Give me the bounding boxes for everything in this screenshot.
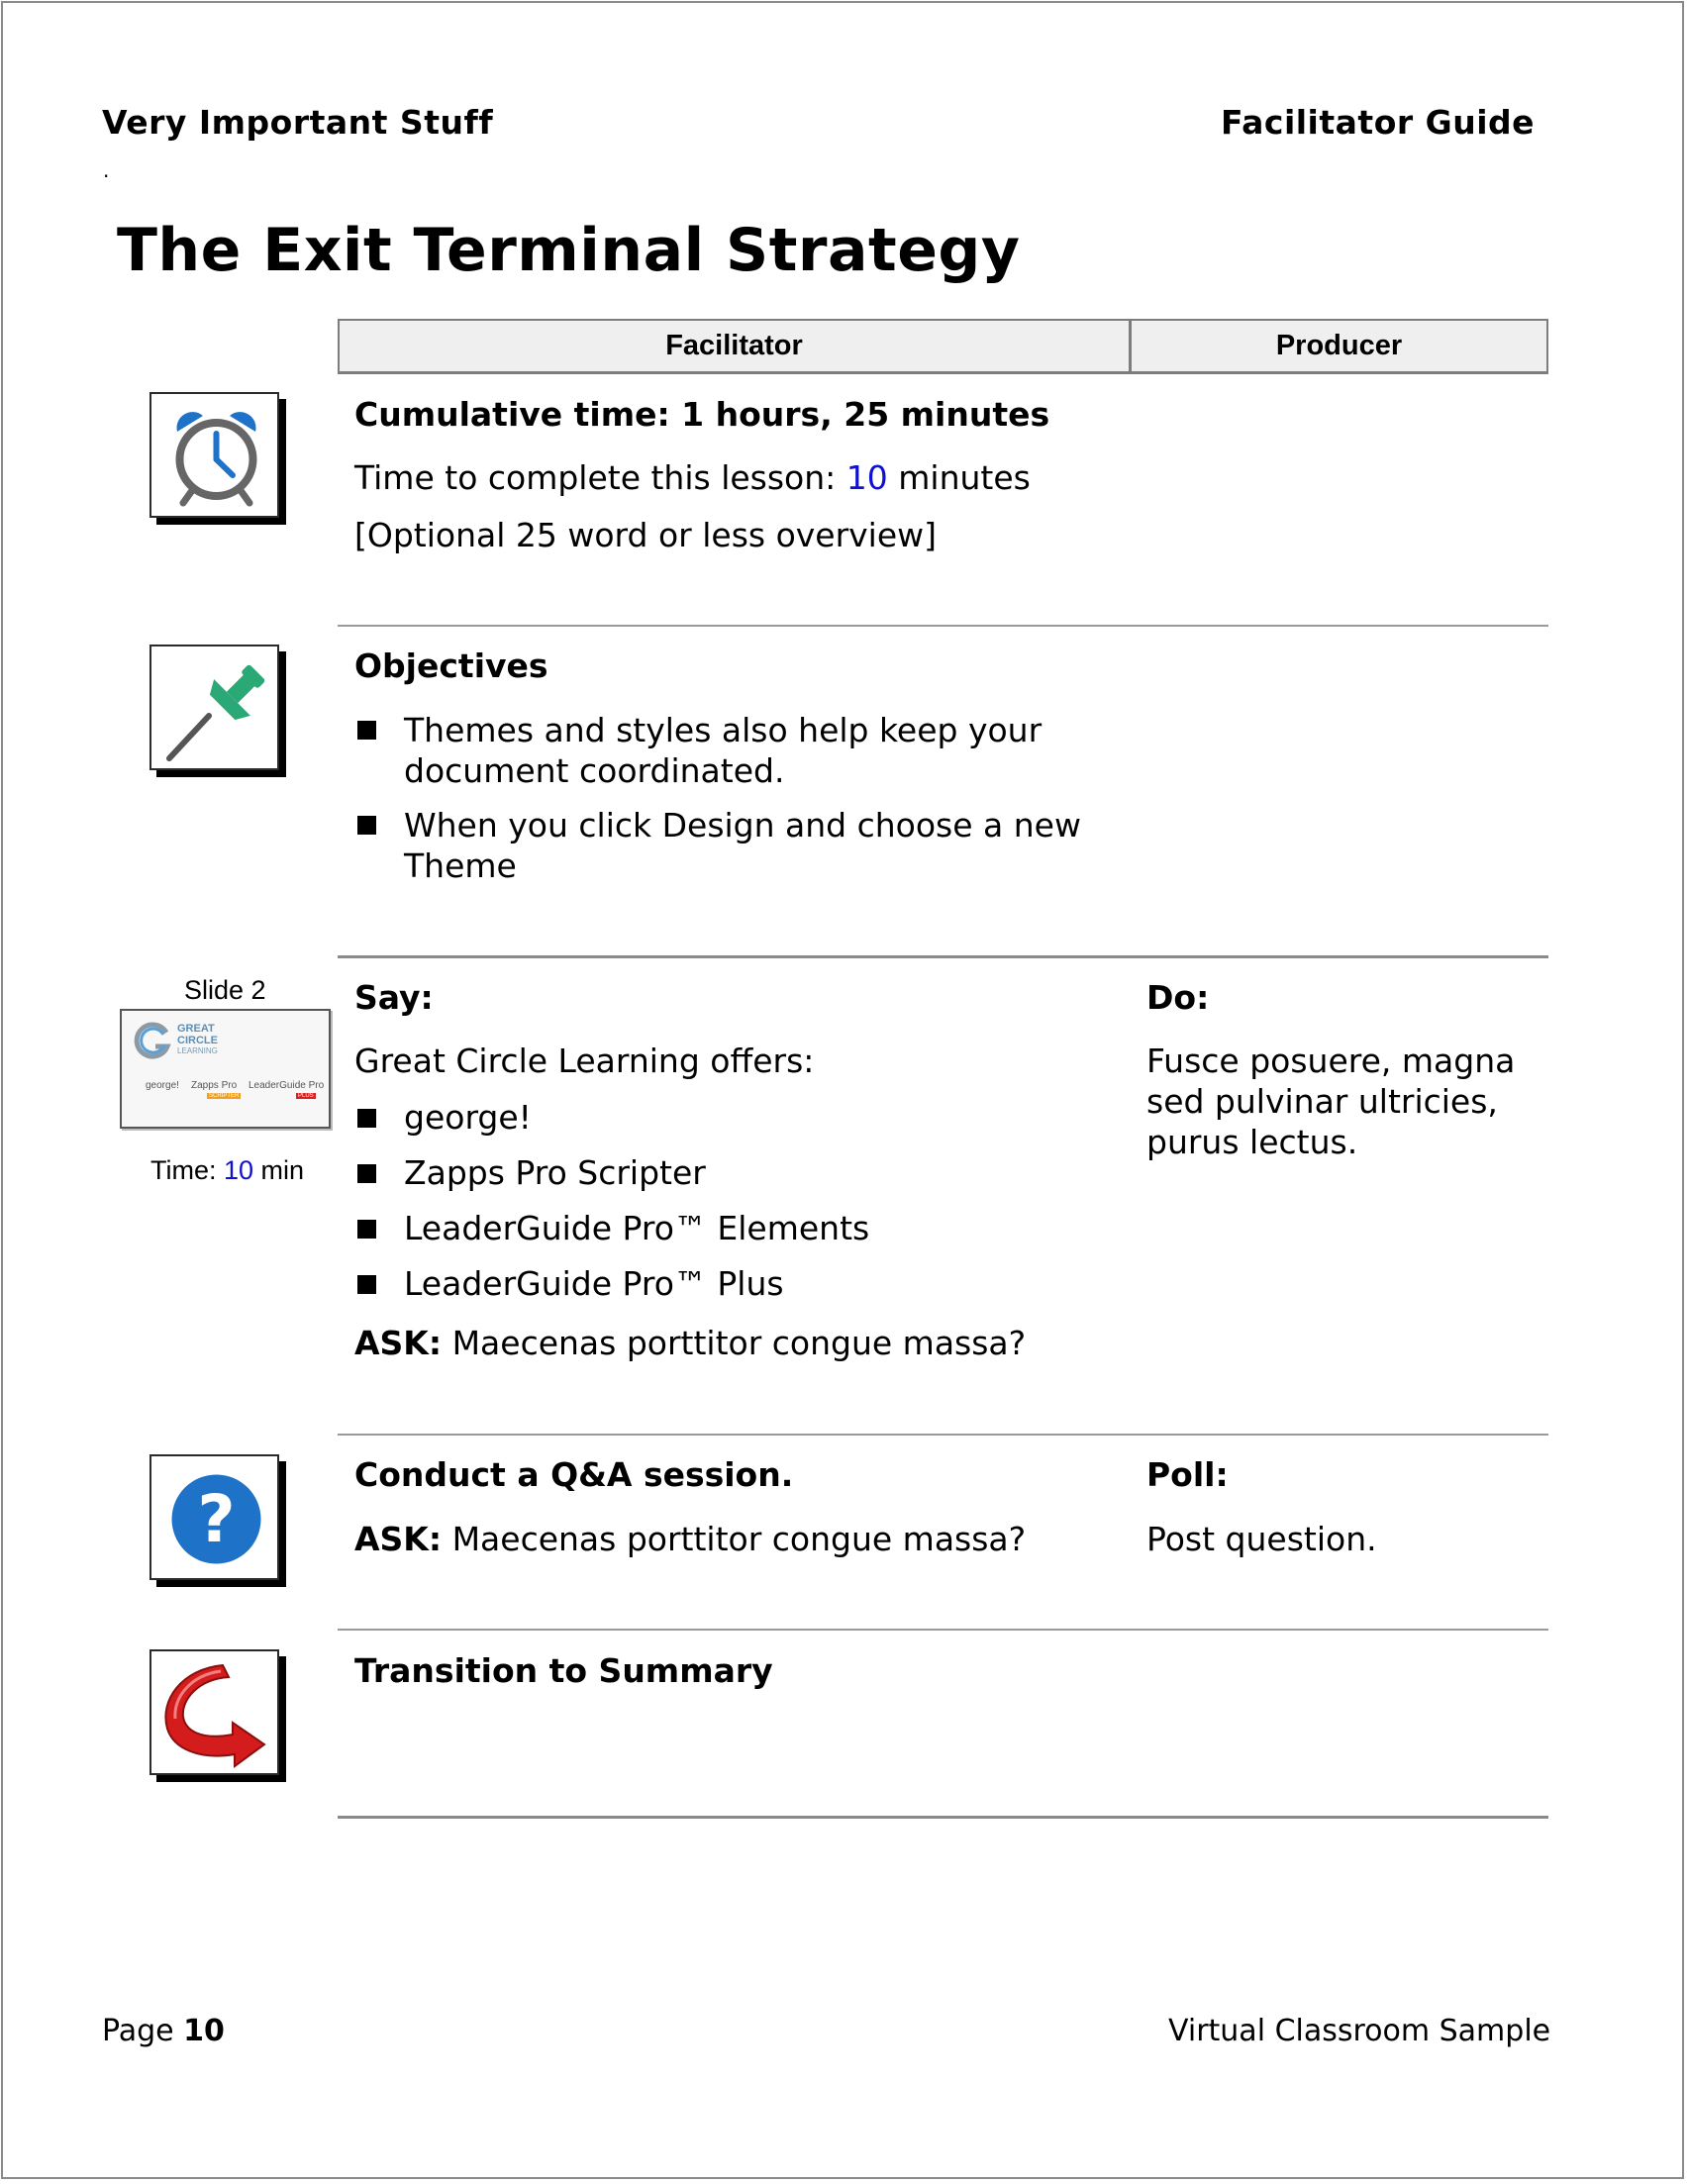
section-divider [338,1629,1548,1631]
cumulative-time: Cumulative time: 1 hours, 25 minutes [354,395,1050,434]
thumb-logo-line3: LEARNING [177,1046,218,1055]
qa-ask [354,1519,1026,1559]
lesson-time-value: 10 [845,458,888,497]
curved-arrow-icon [149,1649,279,1775]
lesson-time-label: Time to complete this lesson: [354,458,846,497]
say-item: LeaderGuide Pro™ Elements [404,1209,870,1247]
thumb-badge-3: PLUS [298,1093,314,1099]
thumb-badge-2: SCRIPTER [209,1093,240,1099]
section-divider [338,625,1548,627]
do-heading: Do: [1146,978,1210,1017]
thumb-logo-line1: GREAT [177,1023,215,1035]
objectives-heading: Objectives [354,646,548,685]
page-title: The Exit Terminal Strategy [117,216,1021,285]
slide-time-label: Time: [150,1155,224,1185]
lesson-time-unit: minutes [887,458,1031,497]
header-right: Facilitator Guide [1221,103,1536,142]
page-label: Page [102,2014,184,2048]
thumb-product-2: Zapps Pro [191,1080,238,1091]
objective-item [404,710,1042,791]
ask-text: Maecenas porttitor congue massa? [442,1324,1027,1362]
overview-placeholder: [Optional 25 word or less overview] [354,516,938,554]
pushpin-icon [149,645,279,770]
bullet [357,816,376,835]
slide-time-unit: min [253,1155,305,1185]
great-circle-logo-icon [134,1021,173,1060]
column-header-facilitator: Facilitator [338,319,1131,374]
objective-line: Themes and styles also help keep your [404,711,1043,749]
slide-time [150,1155,304,1186]
lesson-time [354,457,1031,498]
bullet [357,1220,376,1239]
qa-heading: Conduct a Q&A session. [354,1455,794,1494]
alarm-clock-icon [149,392,279,518]
slide-thumbnail[interactable] [120,1009,331,1129]
footer-right: Virtual Classroom Sample [1168,2014,1551,2048]
header-dot: . [103,158,110,182]
bullet [357,1164,376,1183]
do-text [1146,1041,1515,1162]
bullet [357,1109,376,1128]
say-item: george! [404,1098,532,1137]
footer-page [102,2014,225,2048]
thumb-product-1: george! [146,1080,179,1091]
say-item: LeaderGuide Pro™ Plus [404,1264,784,1303]
section-divider [338,1816,1548,1819]
bullet [357,1275,376,1294]
ask-text: Maecenas porttitor congue massa? [442,1520,1027,1558]
ask-label: ASK: [354,1324,443,1362]
slide-time-value: 10 [224,1155,254,1185]
page-number: 10 [183,2014,225,2048]
bullet [357,721,376,740]
poll-heading: Poll: [1146,1455,1229,1494]
do-line: purus lectus. [1146,1123,1358,1161]
say-heading: Say: [354,978,434,1017]
ask-label: ASK: [354,1520,443,1558]
objective-item [404,805,1081,886]
thumb-logo-line2: CIRCLE [177,1035,218,1046]
do-line: Fusce posuere, magna [1146,1042,1516,1080]
say-ask [354,1323,1026,1363]
objective-line: document coordinated. [404,751,785,790]
thumb-product-3: LeaderGuide Pro [248,1080,325,1091]
objective-line: When you click Design and choose a new [404,806,1081,844]
poll-text: Post question. [1146,1520,1377,1558]
slide-label: Slide 2 [184,975,266,1005]
section-divider [338,1434,1548,1436]
transition-heading: Transition to Summary [354,1651,773,1690]
objective-line: Theme [404,846,517,885]
say-item: Zapps Pro Scripter [404,1153,706,1192]
svg-text:?: ? [197,1481,236,1557]
do-line: sed pulvinar ultricies, [1146,1082,1498,1121]
header-left: Very Important Stuff [102,103,494,142]
column-header-producer: Producer [1130,319,1548,374]
section-divider [338,955,1548,958]
say-intro: Great Circle Learning offers: [354,1042,815,1080]
question-icon [149,1454,279,1580]
